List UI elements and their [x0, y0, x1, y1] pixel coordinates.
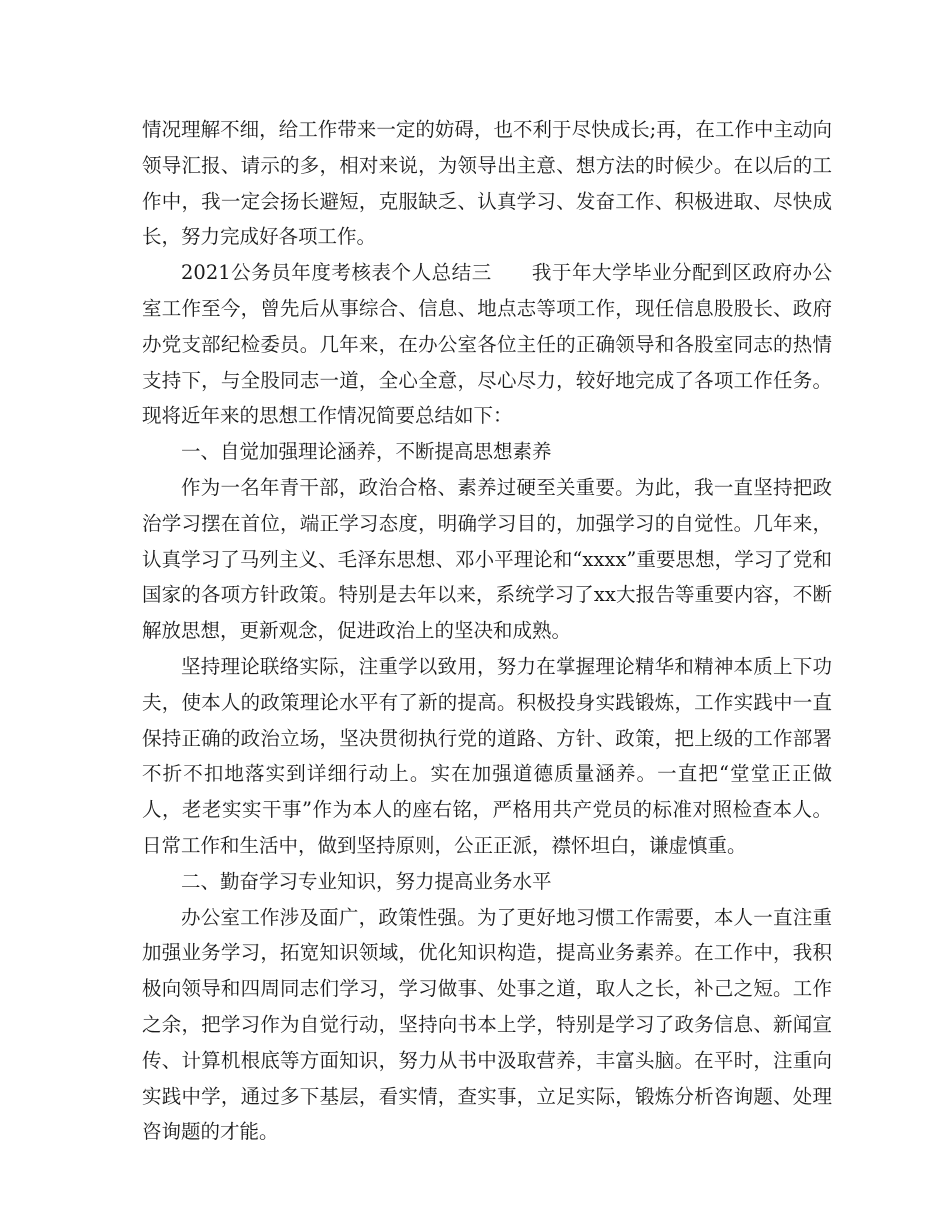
document-body [142, 112, 832, 1150]
section-heading-professional: 二、勤奋学习专业知识，努力提高业务水平 [181, 869, 552, 893]
section-heading-theory: 一、自觉加强理论涵养，不断提高思想素养 [181, 440, 552, 464]
paragraph-continuation: 情况理解不细，给工作带来一定的妨碍，也不利于尽快成长;再，在工作中主动向领导汇报、请示的多，相对来说，为领导出主意、想方法的时候少。在以后的工作中，我一定会扬长避短，克服缺乏、认真学习、发奋工作、积极进取、尽快成长，努力完成好各项工作。 [142, 118, 832, 249]
paragraph-political-study: 作为一名年青干部，政治合格、素养过硬至关重要。为此，我一直坚持把政治学习摆在首位，端正学习态度，明确学习目的，加强学习的自觉性。几年来，认真学习了马列主义、毛泽东思想、邓小平理论和“xxxx”重要思想，学习了党和国家的各项方针政策。特别是去年以来，系统学习了xx大报告等重要内容，不断解放思想，更新观念，促进政治上的坚决和成熟。 [142, 475, 832, 643]
paragraph-professional-study: 办公室工作涉及面广，政策性强。为了更好地习惯工作需要，本人一直注重加强业务学习，拓宽知识领域，优化知识构造，提高业务素养。在工作中，我积极向领导和四周同志们学习，学习做事、处事之道，取人之长，补己之短。工作之余，把学习作为自觉行动，坚持向书本上学，特别是学习了政务信息、新闻宣传、计算机根底等方面知识，努力从书中汲取营养，丰富头脑。在平时，注重向实践中学，通过多下基层，看实情，查实事，立足实际，锻炼分析咨询题、处理咨询题的才能。 [142, 905, 832, 1144]
paragraph-theory-practice: 坚持理论联络实际，注重学以致用，努力在掌握理论精华和精神本质上下功夫，使本人的政策理论水平有了新的提高。积极投身实践锻炼，工作实践中一直保持正确的政治立场，坚决贯彻执行党的道路、方针、政策，把上级的工作部署不折不扣地落实到详细行动上。实在加强道德质量涵养。一直把“堂堂正正做人，老老实实干事”作为本人的座右铭，严格用共产党员的标准对照检查本人。日常工作和生活中，做到坚持原则，公正正派，襟怀坦白，谦虚慎重。 [142, 654, 832, 857]
paragraph-summary-intro: 2021公务员年度考核表个人总结三 我于年大学毕业分配到区政府办公室工作至今，曾先后从事综合、信息、地点志等项工作，现任信息股股长、政府办党支部纪检委员。几年来，在办公室各位主任的正确领导和各股室同志的热情支持下，与全股同志一道，全心全意，尽心尽力，较好地完成了各项工作任务。现将近年来的思想工作情况简要总结如下： [142, 261, 832, 428]
